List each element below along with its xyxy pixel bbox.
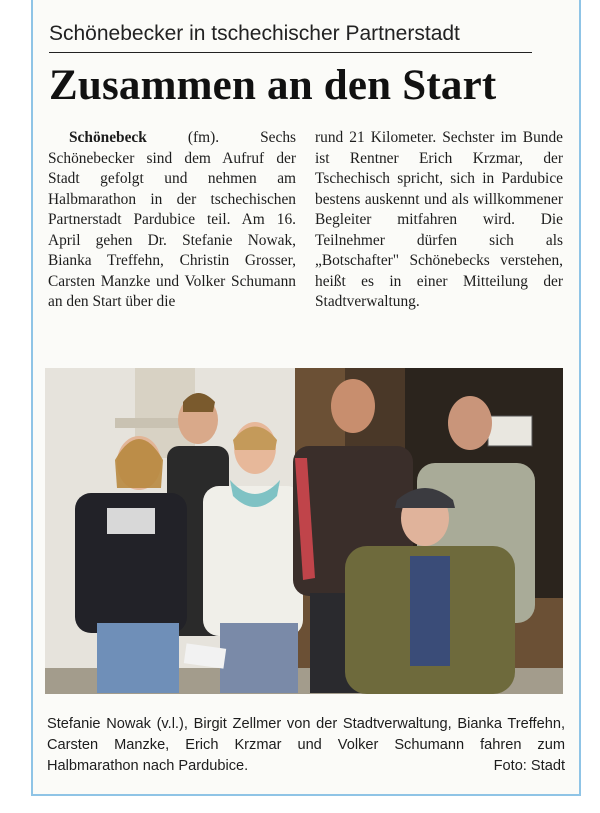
article-kicker: Schönebecker in tschechischer Partnerstadt <box>49 20 532 53</box>
group-photo <box>45 368 563 694</box>
photo-caption <box>47 714 565 777</box>
article-column-1 <box>48 128 296 313</box>
article-headline: Zusammen an den Start <box>49 62 497 109</box>
caption-text: Stefanie Nowak (v.l.), Birgit Zellmer von der Stadtverwaltung, Bianka Treffehn, Carsten Manzke, Erich Krzmar und Volker Schumann fahren zum Halbmarathon nach Pardubice. <box>47 716 565 774</box>
photo-credit: Foto: Stadt <box>493 758 565 774</box>
article-dateline: Schönebeck <box>69 129 147 146</box>
article-column-1-text: (fm). Sechs Schönebecker sind dem Aufruf der Stadt gefolgt und nehmen am Halbmarathon in der tschechischen Partnerstadt Pardubice teil. Am 16. April gehen Dr. Stefanie Nowak, Bianka Treffehn, Christin Grosser, Carsten Manzke und Volker Schumann an den Start über die <box>48 129 296 310</box>
article-column-2: rund 21 Kilometer. Sechster im Bunde ist Rentner Erich Krzmar, der Tschechisch spricht, sich in Pardubice bestens auskennt und als willkommener Begleiter mitfahren wird. Die Teilnehmer dürfen sich als „Botschafter" Schönebecks verstehen, heißt es in einer Mitteilung der Stadtverwaltung. <box>315 129 563 310</box>
